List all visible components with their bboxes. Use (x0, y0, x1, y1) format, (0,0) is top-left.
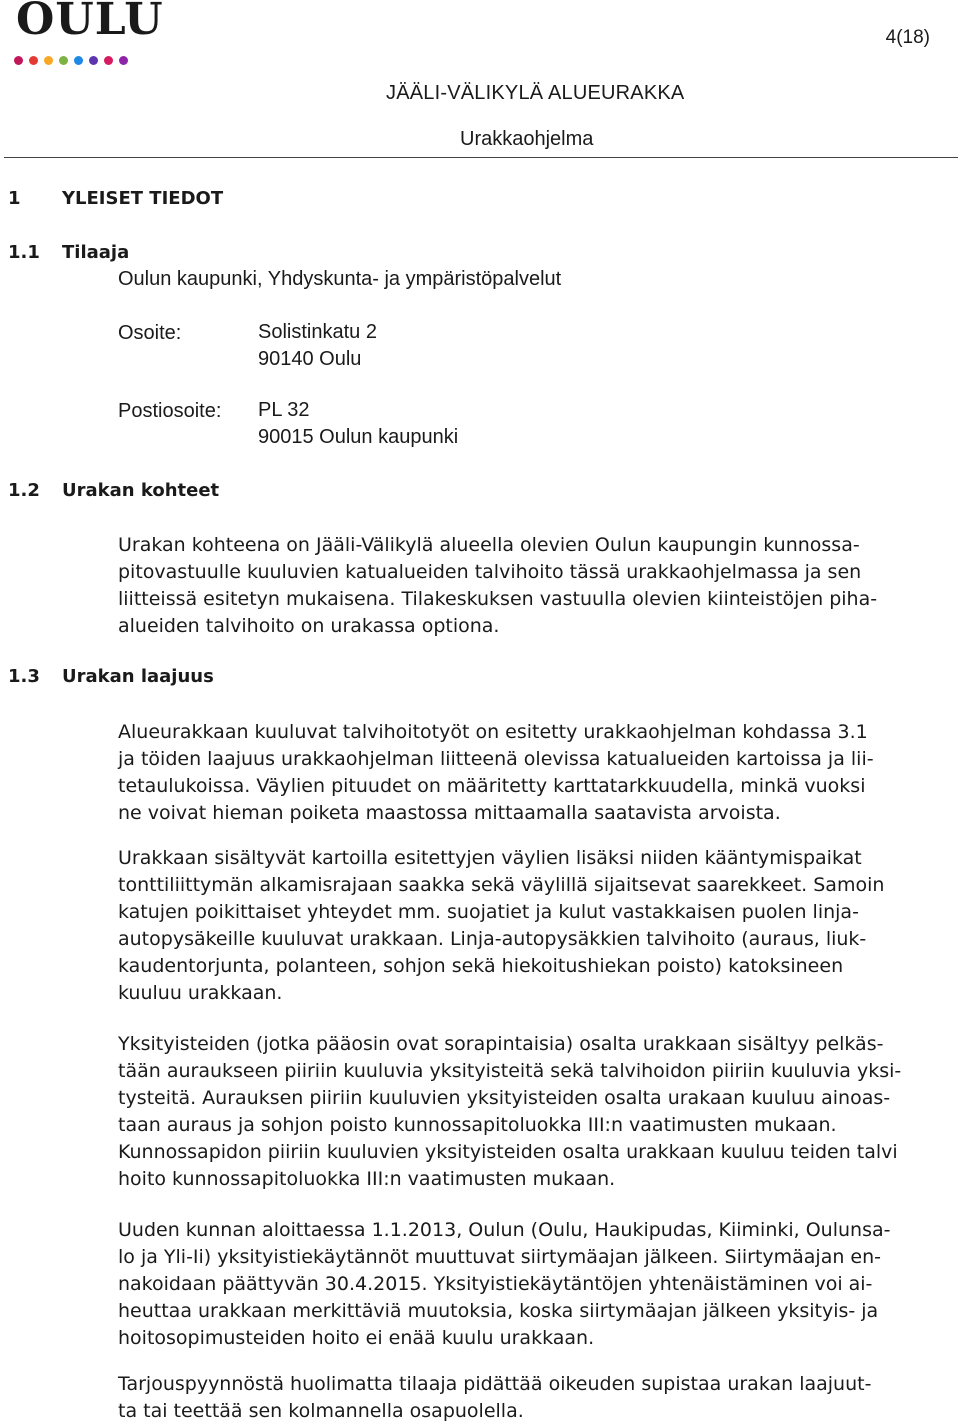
logo-dots (14, 56, 128, 65)
postal-address-label: Postiosoite: (118, 400, 222, 422)
section-1-2-heading (8, 480, 219, 501)
section-title: Urakan kohteet (62, 480, 220, 501)
project-title: JÄÄLI-VÄLIKYLÄ ALUEURAKKA (386, 82, 685, 104)
orderer-name: Oulun kaupunki, Yhdyskunta- ja ympäristöpalvelut (118, 268, 562, 290)
postal-line: PL 32 (258, 399, 310, 421)
address-line: 90140 Oulu (258, 348, 362, 370)
section-number: 1.1 (8, 242, 40, 263)
section-1-1-heading (8, 242, 129, 263)
scope-paragraph-1 (118, 719, 958, 827)
page-number: 4(18) (885, 27, 930, 48)
paragraph-line: Urakkaan sisältyvät kartoilla esitettyjen väylien lisäksi niiden kääntymispaikat (118, 847, 862, 869)
logo-dot (119, 56, 128, 65)
paragraph-line: ja töiden laajuus urakkaohjelman liitteenä olevissa katualueiden kartoissa ja lii- (118, 748, 874, 770)
address-value (258, 319, 377, 373)
paragraph-line: Urakan kohteena on Jääli-Välikylä alueella olevien Oulun kaupungin kunnossa- (118, 534, 860, 556)
paragraph-line: tetaulukoissa. Väylien pituudet on määritetty karttatarkkuudella, minkä vuoksi (118, 775, 866, 797)
paragraph-line: kaudentorjunta, polanteen, sohjon sekä hiekoitushiekan poisto) katoksineen (118, 955, 844, 977)
scope-paragraph-4 (118, 1217, 958, 1352)
paragraph-line: ta tai teettää sen kolmannella osapuolella. (118, 1400, 524, 1422)
postal-line: 90015 Oulun kaupunki (258, 426, 459, 448)
header-divider (4, 157, 958, 158)
logo-dot (74, 56, 83, 65)
paragraph-line: hoito kunnossapitoluokka III:n vaatimusten mukaan. (118, 1168, 616, 1190)
scope-paragraph-3 (118, 1031, 958, 1193)
paragraph-line: autopysäkeille kuuluvat urakkaan. Linja-autopysäkkien talvihoito (auraus, liuk- (118, 928, 867, 950)
address-line: Solistinkatu 2 (258, 321, 377, 343)
paragraph-line: Uuden kunnan aloittaessa 1.1.2013, Oulun (Oulu, Haukipudas, Kiiminki, Oulunsa- (118, 1219, 891, 1241)
section-1-2-paragraph (118, 532, 958, 640)
logo-dot (14, 56, 23, 65)
logo-dot (44, 56, 53, 65)
section-number: 1.3 (8, 666, 40, 687)
oulu-logo (14, 0, 174, 72)
section-1-heading (8, 188, 223, 209)
section-title: YLEISET TIEDOT (62, 188, 224, 209)
paragraph-line: Kunnossapidon piiriin kuuluvien yksityisteiden osalta urakkaan kuuluu teiden talvi (118, 1141, 898, 1163)
section-number: 1 (8, 188, 21, 209)
logo-dot (104, 56, 113, 65)
section-title: Urakan laajuus (62, 666, 214, 687)
paragraph-line: Yksityisteiden (jotka pääosin ovat sorapintaisia) osalta urakkaan sisältyy pelkäs- (118, 1033, 884, 1055)
section-1-3-heading (8, 666, 214, 687)
paragraph-line: tään auraukseen piiriin kuuluvia yksityisteitä sekä talvihoidon piiriin kuuluvia yksi- (118, 1060, 902, 1082)
paragraph-line: tonttiliittymän alkamisrajaan saakka sekä väylillä sijaitsevat saarekkeet. Samoin (118, 874, 885, 896)
logo-dot (29, 56, 38, 65)
paragraph-line: heuttaa urakkaan merkittäviä muutoksia, koska siirtymäajan jälkeen yksityis- ja (118, 1300, 879, 1322)
paragraph-line: pitovastuulle kuuluvien katualueiden talvihoito tässä urakkaohjelmassa ja sen (118, 561, 862, 583)
paragraph-line: lo ja Yli-Ii) yksityistiekäytännöt muuttuvat siirtymäajan jälkeen. Siirtymäajan en- (118, 1246, 882, 1268)
paragraph-line: Tarjouspyynnöstä huolimatta tilaaja pidättää oikeuden supistaa urakan laajuut- (118, 1373, 872, 1395)
paragraph-line: hoitosopimusteiden hoito ei enää kuulu urakkaan. (118, 1327, 595, 1349)
paragraph-line: alueiden talvihoito on urakassa optiona. (118, 615, 500, 637)
section-number: 1.2 (8, 480, 40, 501)
paragraph-line: Alueurakkaan kuuluvat talvihoitotyöt on esitetty urakkaohjelman kohdassa 3.1 (118, 721, 868, 743)
scope-paragraph-2 (118, 845, 958, 1007)
paragraph-line: kuuluu urakkaan. (118, 982, 283, 1004)
paragraph-line: nakoidaan päättyvän 30.4.2015. Yksityistiekäytäntöjen yhtenäistäminen voi ai- (118, 1273, 873, 1295)
paragraph-line: ne voivat hieman poiketa maastossa mittaamalla saatavista arvoista. (118, 802, 781, 824)
logo-dot (59, 56, 68, 65)
section-title: Tilaaja (62, 242, 130, 263)
paragraph-line: tysteitä. Aurauksen piiriin kuuluvien yksityisteiden osalta urakaan kuuluu ainoas- (118, 1087, 891, 1109)
address-label: Osoite: (118, 322, 182, 344)
scope-paragraph-5 (118, 1371, 958, 1425)
logo-dot (89, 56, 98, 65)
paragraph-line: taan auraus ja sohjon poisto kunnossapitoluokka III:n vaatimusten mukaan. (118, 1114, 837, 1136)
postal-address-value (258, 397, 458, 451)
paragraph-line: liitteissä esitetyn mukaisena. Tilakeskuksen vastuulla olevien kiinteistöjen piha- (118, 588, 878, 610)
logo-wordmark: OULU (16, 0, 164, 45)
document-subtitle: Urakkaohjelma (460, 128, 594, 150)
paragraph-line: katujen poikittaiset yhteydet mm. suojatiet ja kulut vastakkaisen puolen linja- (118, 901, 859, 923)
